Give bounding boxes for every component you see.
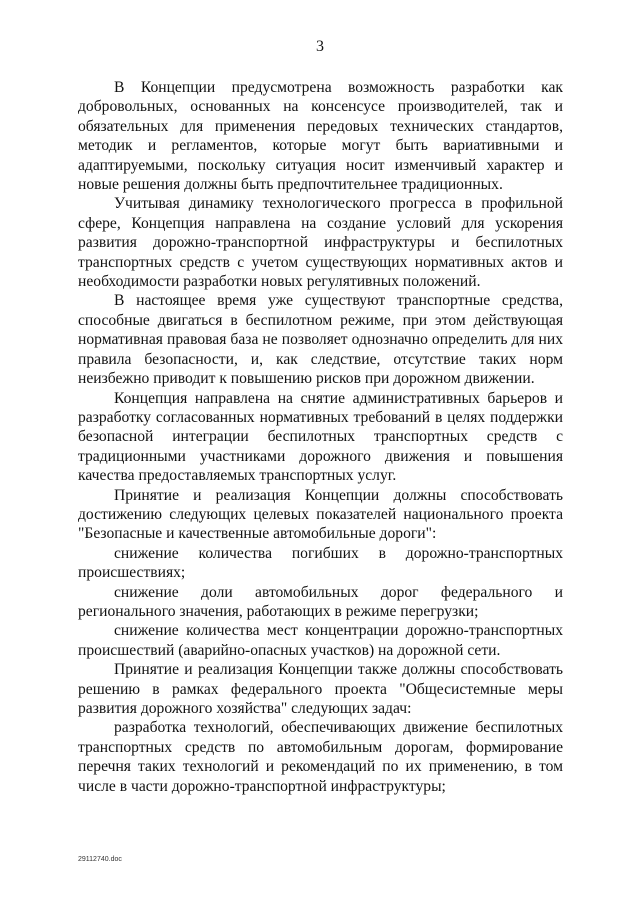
paragraph: Принятие и реализация Концепции должны способствовать достижению следующих целевых показателей национального проекта "Безопасные и качественные автомобильные дороги": — [78, 486, 563, 543]
document-body — [78, 78, 563, 796]
paragraph: Принятие и реализация Концепции также должны способствовать решению в рамках федерального проекта "Общесистемные меры развития дорожного хозяйства" следующих задач: — [78, 661, 563, 717]
paragraph: В настоящее время уже существуют транспортные средства, способные двигаться в беспилотном режиме, при этом действующая нормативная правовая база не позволяет однозначно определить для них правила безопасности, и, как следствие, отсутствие таких норм неизбежно приводит к повышению рисков при дорожном движении. — [78, 292, 563, 388]
page-number: 3 — [316, 38, 324, 55]
paragraph: В Концепции предусмотрена возможность разработки как добровольных, основанных на консенсусе производителей, так и обязательных для применения передовых технических стандартов, методик и регламентов, которые могут быть вариативными и адаптируемыми, поскольку ситуация носит изменчивый характер и новые решения должны быть предпочтительнее традиционных. — [78, 79, 563, 194]
list-item: разработка технологий, обеспечивающих движение беспилотных транспортных средств по автомобильным дорогам, формирование перечня таких технологий и рекомендаций по их применению, в том числе в части дорожно-транспортной инфраструктуры; — [78, 719, 563, 795]
file-name-footer: 29112740.doc — [78, 856, 122, 863]
list-item: снижение количества погибших в дорожно-транспортных происшествиях; — [78, 544, 563, 582]
paragraph: Концепция направлена на снятие административных барьеров и разработку согласованных нормативных требований в целях поддержки безопасной интеграции беспилотных транспортных средств с традиционными участниками дорожного движения и повышения качества предоставляемых транспортных услуг. — [78, 389, 563, 485]
paragraph: Учитывая динамику технологического прогресса в профильной сфере, Концепция направлена на создание условий для ускорения развития дорожно-транспортной инфраструктуры и беспилотных транспортных средств с учетом существующих нормативных актов и необходимости разработки новых регулятивных положений. — [78, 195, 563, 291]
list-item: снижение доли автомобильных дорог федерального и регионального значения, работающих в режиме перегрузки; — [78, 583, 563, 620]
list-item: снижение количества мест концентрации дорожно-транспортных происшествий (аварийно-опасных участков) на дорожной сети. — [78, 622, 563, 659]
